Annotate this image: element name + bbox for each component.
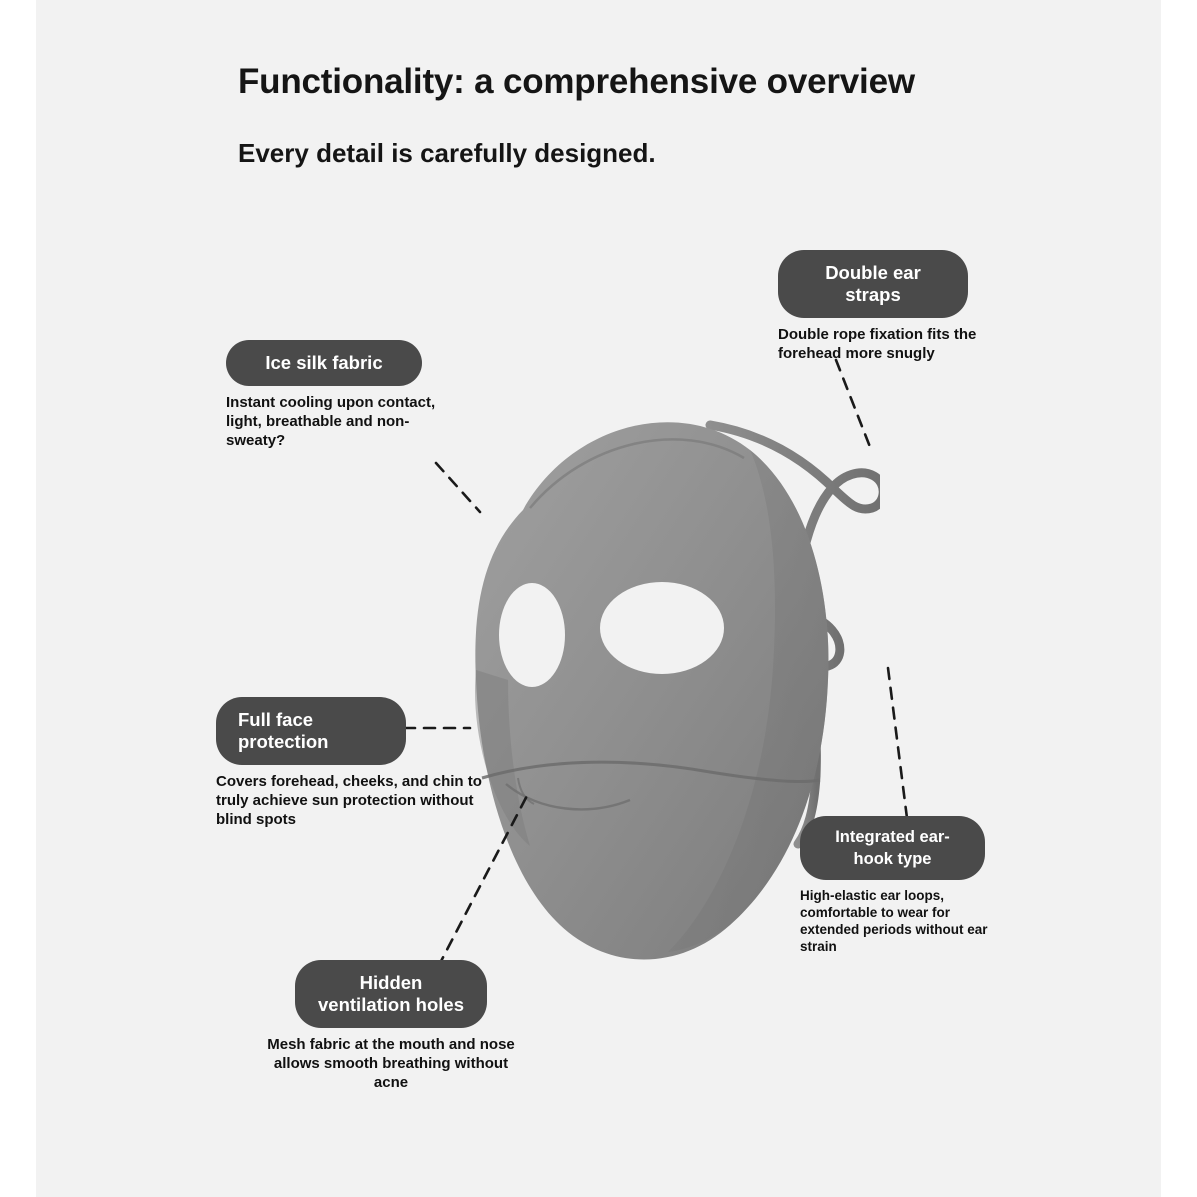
callout-ice-silk-description: Instant cooling upon contact, light, breathable and non-sweaty? <box>226 394 436 449</box>
callout-double-ear-label: Double ear straps <box>778 250 968 318</box>
page-subtitle: Every detail is carefully designed. <box>238 138 656 168</box>
callout-hidden-ventilation-holes[interactable] <box>266 960 516 1092</box>
callout-vent-description: Mesh fabric at the mouth and nose allows smooth breathing without acne <box>267 1036 515 1091</box>
callout-full-face-label: Full face protection <box>216 697 406 765</box>
leader-ear-hook <box>888 668 908 826</box>
callout-ear-hook-description: High-elastic ear loops, comfortable to wear for extended periods without ear strain <box>800 888 988 954</box>
callout-ear-hook-label: Integrated ear-hook type <box>800 816 985 880</box>
callout-double-ear-straps[interactable] <box>778 250 1008 363</box>
callout-ice-silk-label: Ice silk fabric <box>226 340 422 386</box>
left-margin <box>0 0 36 1197</box>
eye-opening-left <box>499 583 565 687</box>
callout-ice-silk[interactable] <box>226 340 456 450</box>
callout-full-face-description: Covers forehead, cheeks, and chin to truly achieve sun protection without blind spots <box>216 773 482 828</box>
callout-full-face-protection[interactable] <box>216 697 496 829</box>
callout-double-ear-description: Double rope fixation fits the forehead more snugly <box>778 326 977 362</box>
eye-opening-right <box>600 582 724 674</box>
heading-block <box>238 60 1038 170</box>
right-margin <box>1161 0 1197 1197</box>
page-title: Functionality: a comprehensive overview <box>238 62 915 101</box>
callout-vent-label: Hidden ventilation holes <box>295 960 487 1028</box>
callout-integrated-ear-hook[interactable] <box>800 816 1010 955</box>
